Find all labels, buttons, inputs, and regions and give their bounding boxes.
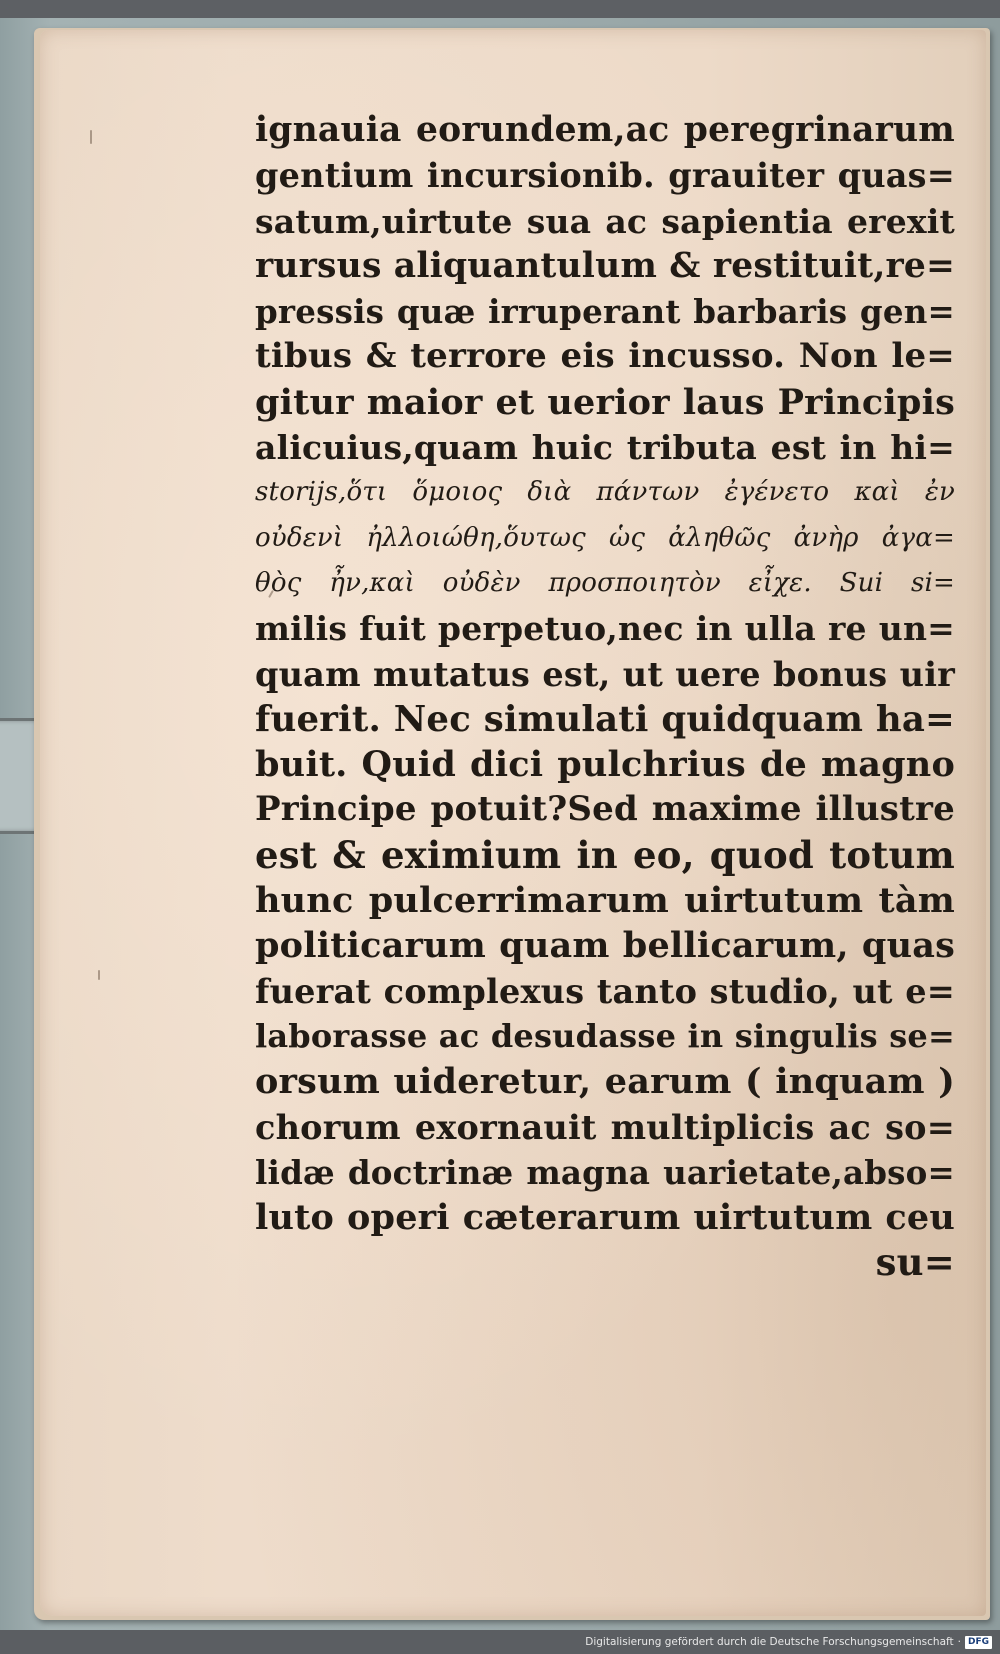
- text-line: fuerit. Nec simulati quidquam ha=: [255, 698, 955, 740]
- dfg-logo: DFG: [965, 1636, 992, 1649]
- catchword: su=: [875, 1240, 955, 1285]
- text-line: quam mutatus est, ut uere bonus uir: [255, 654, 955, 694]
- digitization-footer: Digitalisierung gefördert durch die Deutsche Forschungsgemeinschaft · DFG: [585, 1634, 992, 1650]
- text-line: milis fuit perpetuo,nec in ulla re un=: [255, 609, 955, 649]
- text-line: rursus aliquantulum & restituit,re=: [255, 245, 956, 286]
- text-line: gitur maior et uerior laus Principis: [255, 381, 955, 423]
- text-line: ignauia eorundem,ac peregrinarum: [255, 110, 955, 150]
- text-line: pressis quæ irruperant barbaris gen=: [255, 292, 955, 332]
- greek-text-line: storijs,ὅτι ὅμοιος διὰ πάντων ἐγένετο καὶ ἐν: [255, 477, 955, 508]
- text-line: laborasse ac desudasse in singulis se=: [255, 1016, 955, 1055]
- text-line: luto operi cæterarum uirtutum ceu: [255, 1197, 955, 1239]
- greek-text-line: οὐδενὶ ἠλλοιώθη,ὅυτως ὡς ἀληθῶς ἀνὴρ ἀγα=: [255, 522, 955, 553]
- text-line: gentium incursionib. grauiter quas=: [255, 156, 955, 196]
- text-line: hunc pulcerrimarum uirtutum tàm: [255, 880, 955, 922]
- paper-speck: [98, 970, 100, 980]
- text-line: alicuius,quam huic tributa est in hi=: [255, 428, 955, 468]
- page-text: [255, 108, 955, 1286]
- text-line: tibus & terrore eis incusso. Non le=: [255, 336, 955, 377]
- text-line: satum,uirtute sua ac sapientia erexit: [255, 201, 955, 241]
- text-line: politicarum quam bellicarum, quas: [255, 925, 955, 967]
- text-line: Principe potuit?Sed maxime illustre: [255, 789, 955, 830]
- text-line: lidæ doctrinæ magna uarietate,abso=: [255, 1152, 955, 1192]
- text-line: fuerat complexus tanto studio, ut e=: [255, 971, 955, 1011]
- greek-text-line: θὸς ἦν,καὶ οὐδὲν προσποιητὸν εἶχε. Sui si=: [255, 567, 955, 598]
- text-line: est & eximium in eo, quod totum: [255, 832, 955, 877]
- book-page: [40, 30, 986, 1616]
- text-line: chorum exornauit multiplicis ac so=: [255, 1107, 955, 1147]
- funding-credit: Digitalisierung gefördert durch die Deutsche Forschungsgemeinschaft: [585, 1636, 954, 1648]
- text-line: orsum uideretur, earum ( inquam ): [255, 1061, 955, 1103]
- paper-speck: [90, 130, 92, 144]
- text-line: buit. Quid dici pulchrius de magno: [255, 744, 955, 786]
